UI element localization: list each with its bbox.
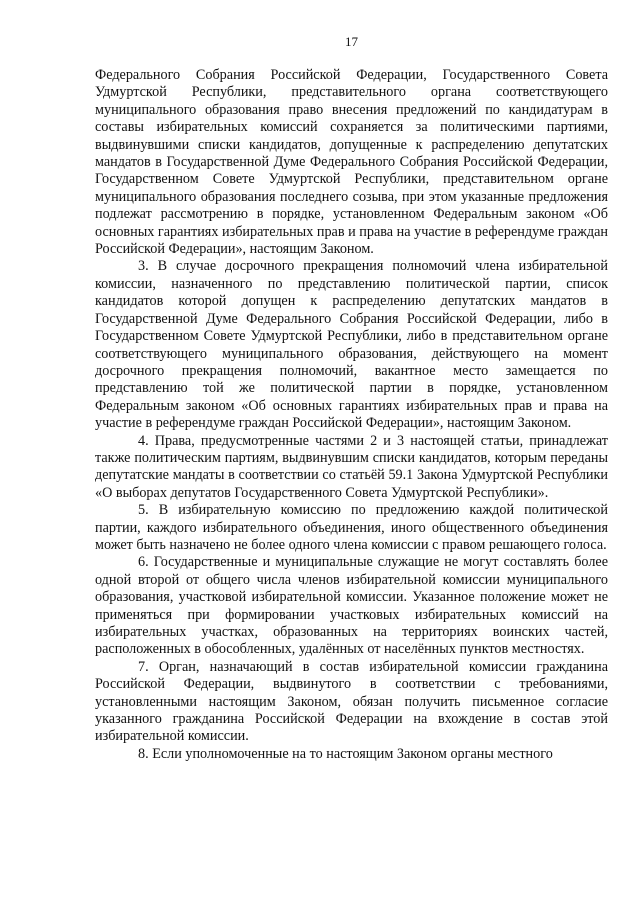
paragraph-continuation: Федерального Собрания Российской Федерации, Государственного Совета Удмуртской Республики, представительного органа соответствующего муниципального образования право внесения предложений по кандидатурам в составы избирательных комиссий сохраняется за политическими партиями, выдвинувшими списки кандидатов, допущенные к распределению депутатских мандатов в Государственной Думе Федерального Собрания Российской Федерации, Государственном Совете Удмуртской Республики, представительном органе муниципального образования последнего созыва, при этом указанные предложения подлежат рассмотрению в порядке, установленном Федеральным законом «Об основных гарантиях избирательных прав и права на участие в референдуме граждан Российской Федерации», настоящим Законом. xyxy=(95,67,608,258)
document-body xyxy=(95,67,608,763)
paragraph-part-6: 6. Государственные и муниципальные служащие не могут составлять более одной второй от общего числа членов избирательной комиссии муниципального образования, участковой избирательной комиссии. Указанное положение может не применяться при формировании участковых избирательных комиссий на избирательных участках, образованных на территориях воинских частей, расположенных в обособленных, удалённых от населённых пунктов местностях. xyxy=(95,554,608,658)
paragraph-part-3: 3. В случае досрочного прекращения полномочий члена избирательной комиссии, назначенного по представлению политической партии, список кандидатов которой допущен к распределению депутатских мандатов в Государственной Думе Федерального Собрания Российской Федерации, либо в Государственном Совете Удмуртской Республики, либо в представительном органе соответствующего муниципального образования, действующего на момент досрочного прекращения полномочий, вакантное место замещается по представлению той же политической партии в порядке, установленном Федеральным законом «Об основных гарантиях избирательных прав и права на участие в референдуме граждан Российской Федерации», настоящим Законом. xyxy=(95,258,608,432)
paragraph-part-8: 8. Если уполномоченные на то настоящим Законом органы местного xyxy=(138,745,553,762)
paragraph-part-7: 7. Орган, назначающий в состав избирательной комиссии гражданина Российской Федерации, выдвинутого в соответствии с требованиями, установленными настоящим Законом, обязан получить письменное согласие указанного гражданина Российской Федерации на вхождение в состав этой избирательной комиссии. xyxy=(95,658,608,745)
paragraph-part-4: 4. Права, предусмотренные частями 2 и 3 настоящей статьи, принадлежат также политическим партиям, выдвинувшим списки кандидатов, которым переданы депутатские мандаты в соответствии со статьёй 59.1 Закона Удмуртской Республики «О выборах депутатов Государственного Совета Удмуртской Республики». xyxy=(95,432,608,501)
page-number: 17 xyxy=(345,34,358,49)
document-page xyxy=(95,34,608,763)
paragraph-part-5: 5. В избирательную комиссию по предложению каждой политической партии, каждого избирательного объединения, иного общественного объединения может быть назначено не более одного члена комиссии с правом решающего голоса. xyxy=(95,502,608,553)
